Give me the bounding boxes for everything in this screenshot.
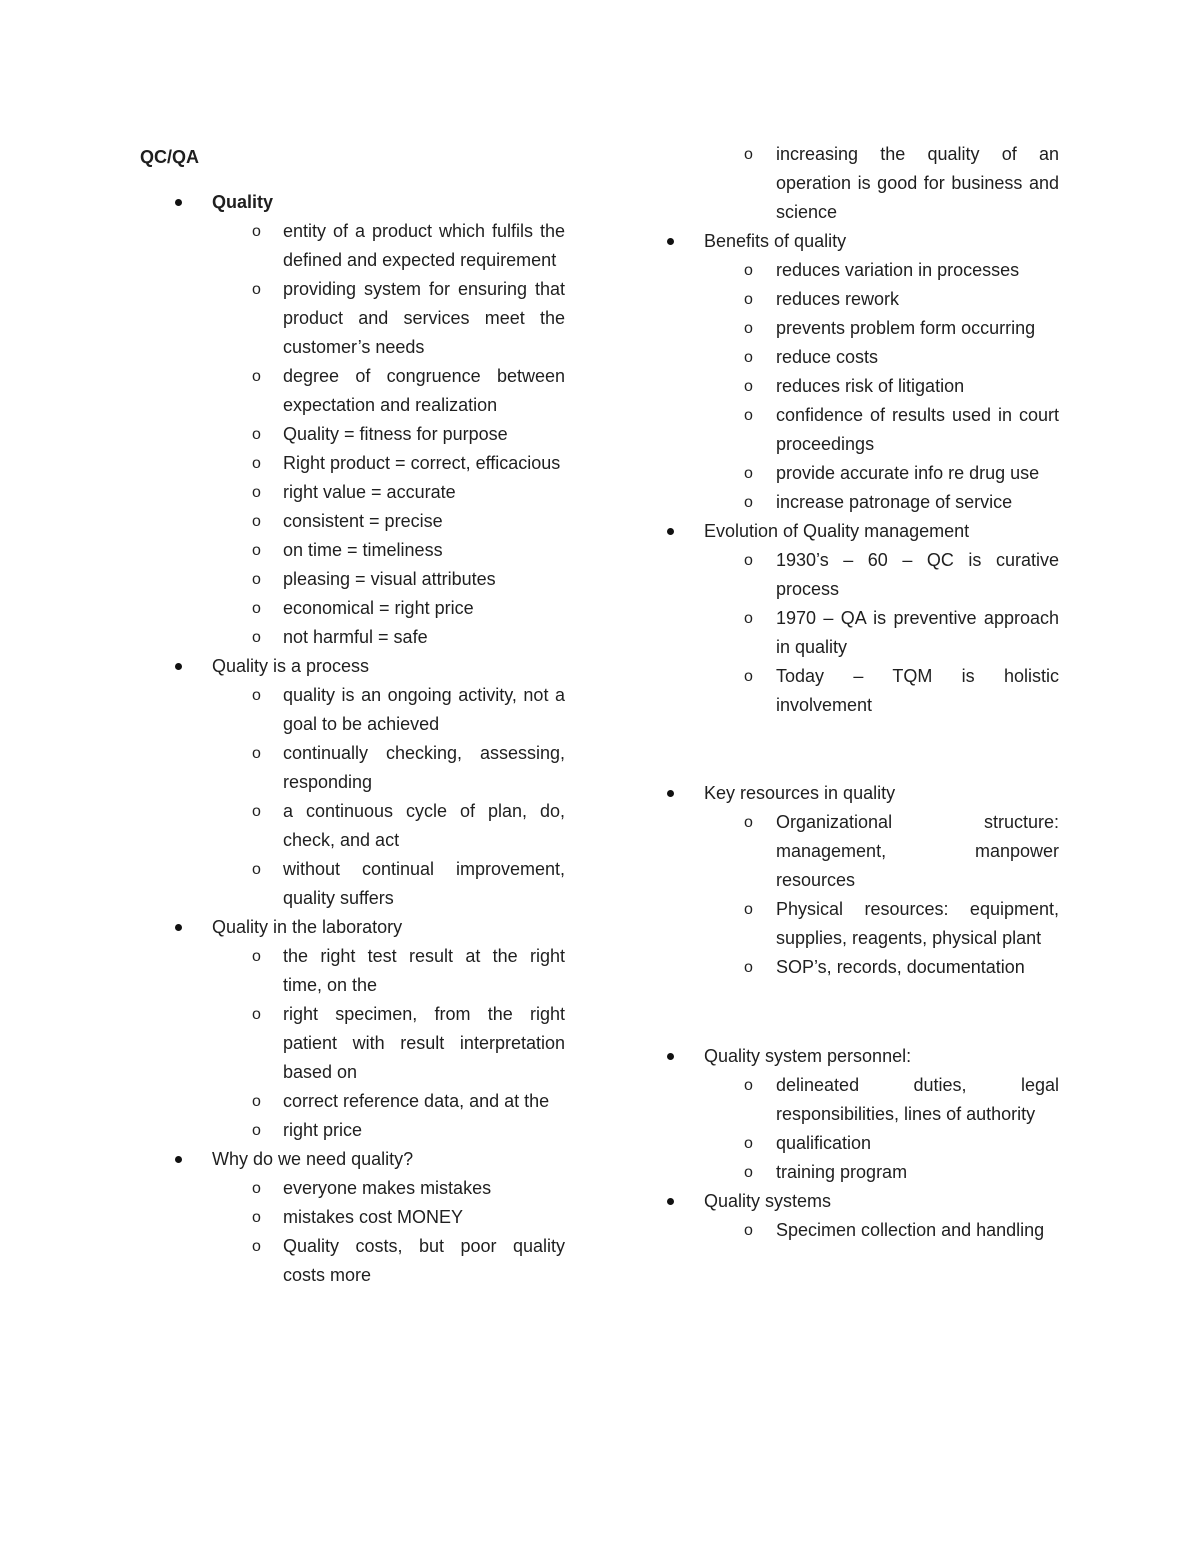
sub-item: o Quality costs, but poor quality costs more — [140, 1232, 565, 1290]
sub-item: o providing system for ensuring that product and services meet the customer’s needs — [140, 275, 565, 362]
sub-item: o right price — [140, 1116, 565, 1145]
sub-list — [632, 546, 1059, 720]
sub-list — [632, 808, 1059, 982]
right-bullet-list — [632, 227, 1059, 720]
sub-item: o everyone makes mistakes — [140, 1174, 565, 1203]
sub-item: o pleasing = visual attributes — [140, 565, 565, 594]
sub-item: o without continual improvement, quality suffers — [140, 855, 565, 913]
sub-item: o consistent = precise — [140, 507, 565, 536]
right-bullet-list-2 — [632, 779, 1059, 982]
sub-item: o delineated duties, legal responsibilities, lines of authority — [632, 1071, 1059, 1129]
sub-item: o reduces risk of litigation — [632, 372, 1059, 401]
sub-item: o Specimen collection and handling — [632, 1216, 1059, 1245]
sub-item: o entity of a product which fulfils the defined and expected requirement — [140, 217, 565, 275]
sub-item: o not harmful = safe — [140, 623, 565, 652]
bullet-label: Quality in the laboratory — [212, 917, 403, 937]
bullet-quality-laboratory — [140, 913, 565, 1145]
sub-item: o degree of congruence between expectation and realization — [140, 362, 565, 420]
sub-item: o on time = timeliness — [140, 536, 565, 565]
sub-item: o prevents problem form occurring — [632, 314, 1059, 343]
spacer — [632, 982, 1059, 1042]
bullet-quality — [140, 188, 565, 652]
bullet-benefits — [632, 227, 1059, 517]
right-column — [632, 140, 1059, 1245]
bullet-label: Quality systems — [704, 1191, 832, 1211]
sub-item: o the right test result at the right time, on the — [140, 942, 565, 1000]
sub-list — [140, 1174, 565, 1290]
bullet-quality-systems — [632, 1187, 1059, 1245]
sub-item: o Organizational structure: management, manpower resources — [632, 808, 1059, 895]
sub-list — [632, 256, 1059, 517]
bullet-personnel — [632, 1042, 1059, 1187]
left-bullet-list — [140, 188, 565, 1290]
left-column — [140, 140, 565, 1290]
sub-item: o 1930’s – 60 – QC is curative process — [632, 546, 1059, 604]
bullet-why-quality — [140, 1145, 565, 1290]
sub-item: o continually checking, assessing, responding — [140, 739, 565, 797]
bullet-key-resources — [632, 779, 1059, 982]
sub-list — [140, 217, 565, 652]
bullet-label: Quality system personnel: — [704, 1046, 912, 1066]
sub-item: o mistakes cost MONEY — [140, 1203, 565, 1232]
sub-item: o correct reference data, and at the — [140, 1087, 565, 1116]
sub-item: o right specimen, from the right patient with result interpretation based on — [140, 1000, 565, 1087]
bullet-quality-process — [140, 652, 565, 913]
sub-item: o qualification — [632, 1129, 1059, 1158]
sub-item: o 1970 – QA is preventive approach in quality — [632, 604, 1059, 662]
spacer — [632, 720, 1059, 779]
sub-list — [632, 1216, 1059, 1245]
sub-list — [140, 942, 565, 1145]
sub-item: o SOP’s, records, documentation — [632, 953, 1059, 982]
sub-item: o increasing the quality of an operation is good for business and science — [632, 140, 1059, 227]
continued-sub-list — [632, 140, 1059, 227]
sub-item: o confidence of results used in court proceedings — [632, 401, 1059, 459]
bullet-evolution — [632, 517, 1059, 720]
bullet-label: Key resources in quality — [704, 783, 896, 803]
sub-item: o provide accurate info re drug use — [632, 459, 1059, 488]
sub-item: o Right product = correct, efficacious — [140, 449, 565, 478]
sub-item: o reduces rework — [632, 285, 1059, 314]
sub-item: o increase patronage of service — [632, 488, 1059, 517]
sub-item: o Physical resources: equipment, supplies, reagents, physical plant — [632, 895, 1059, 953]
bullet-label: Quality is a process — [212, 656, 370, 676]
bullet-label: Evolution of Quality management — [704, 521, 970, 541]
sub-item: o right value = accurate — [140, 478, 565, 507]
sub-item: o reduces variation in processes — [632, 256, 1059, 285]
sub-item: o economical = right price — [140, 594, 565, 623]
right-bullet-list-3 — [632, 1042, 1059, 1245]
sub-list — [140, 681, 565, 913]
sub-item: o a continuous cycle of plan, do, check, and act — [140, 797, 565, 855]
page-title: QC/QA — [140, 147, 200, 167]
bullet-label: Quality — [212, 192, 274, 212]
sub-item: o quality is an ongoing activity, not a goal to be achieved — [140, 681, 565, 739]
sub-item: o Today – TQM is holistic involvement — [632, 662, 1059, 720]
sub-item: o training program — [632, 1158, 1059, 1187]
bullet-label: Benefits of quality — [704, 231, 847, 251]
bullet-label: Why do we need quality? — [212, 1149, 414, 1169]
sub-item: o reduce costs — [632, 343, 1059, 372]
sub-item: o Quality = fitness for purpose — [140, 420, 565, 449]
sub-list — [632, 1071, 1059, 1187]
